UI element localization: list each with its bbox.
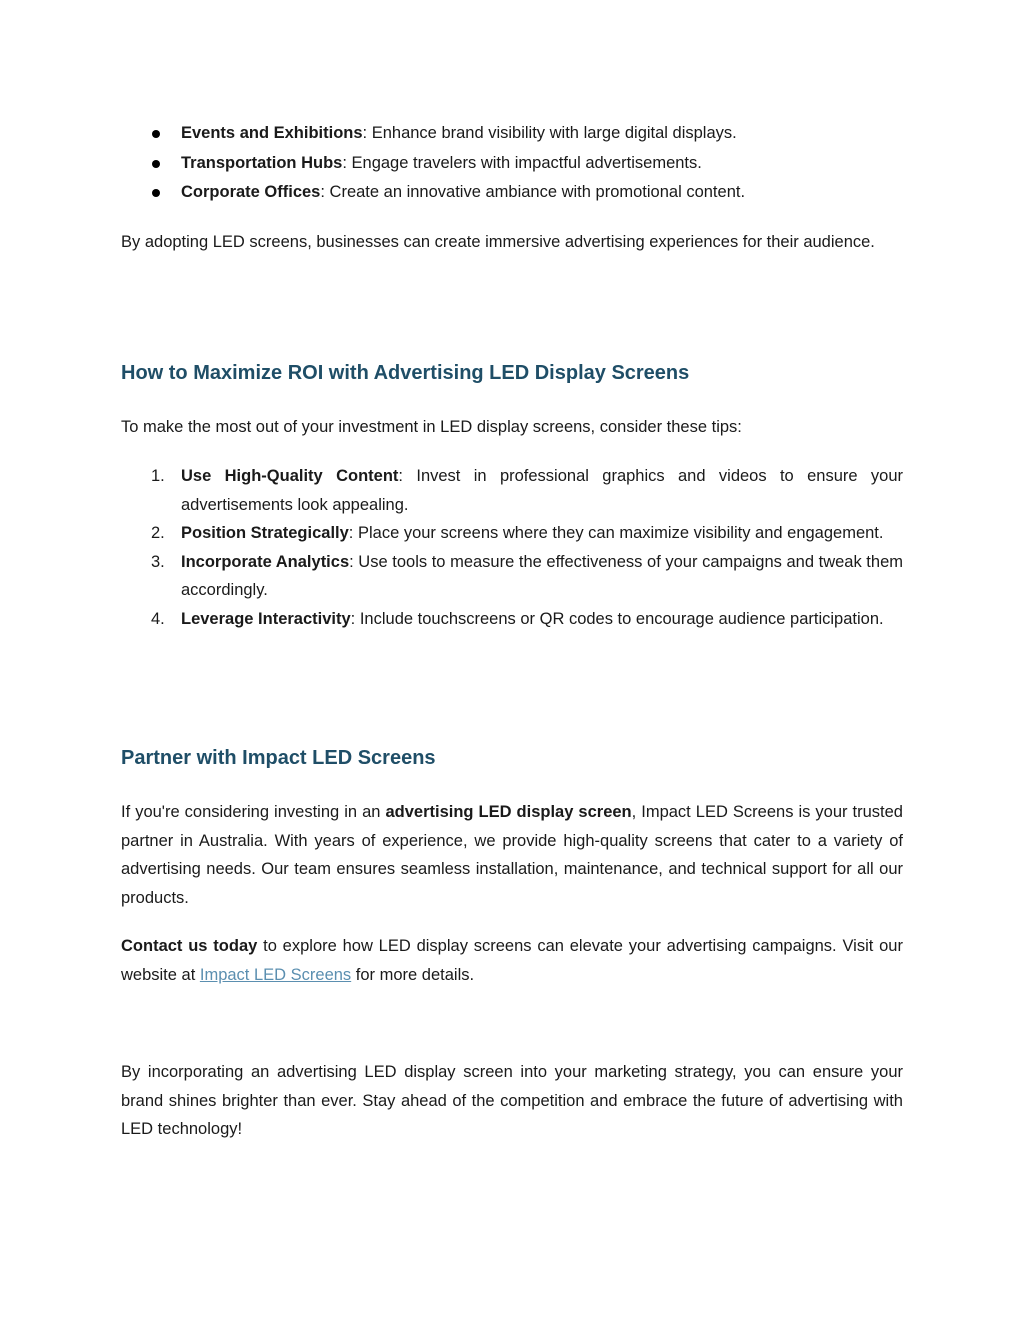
contact-paragraph bbox=[121, 932, 903, 989]
tip-text: : Place your screens where they can maximize visibility and engagement. bbox=[348, 524, 884, 542]
partner-text-post: , Impact LED Screens is your trusted partner in Australia. With years of experience, we provide high-quality screens that cater to a variety of advertising needs. Our team ensures seamless installation, maintenance, and technical support for all our products. bbox=[121, 803, 903, 907]
tip-term: Position Strategically bbox=[181, 524, 349, 542]
bullet-term: Corporate Offices bbox=[181, 183, 321, 201]
list-item bbox=[121, 519, 903, 548]
contact-text-mid: to explore how LED display screens can elevate your advertising campaigns. Visit our website at bbox=[121, 937, 903, 984]
tip-text: : Invest in professional graphics and videos to ensure your advertisements look appealing. bbox=[181, 467, 904, 514]
list-item bbox=[121, 119, 903, 149]
tip-text: : Include touchscreens or QR codes to encourage audience participation. bbox=[350, 609, 884, 628]
partner-text-bold: advertising LED display screen bbox=[385, 803, 632, 821]
tip-term: Use High-Quality Content bbox=[181, 467, 399, 485]
bullet-term: Events and Exhibitions bbox=[181, 124, 363, 142]
tips-numbered-list bbox=[121, 462, 903, 633]
roi-heading: How to Maximize ROI with Advertising LED Display Screens bbox=[121, 362, 690, 384]
list-item bbox=[121, 462, 903, 519]
contact-text-post: for more details. bbox=[351, 965, 475, 984]
contact-text-bold: Contact us today bbox=[121, 937, 258, 955]
bullet-text: : Engage travelers with impactful advertisements. bbox=[342, 153, 702, 172]
list-item bbox=[121, 149, 903, 179]
list-number: 4. bbox=[151, 609, 165, 628]
bullet-icon bbox=[152, 130, 160, 138]
list-number: 2. bbox=[151, 524, 165, 542]
bullet-text: : Enhance brand visibility with large digital displays. bbox=[362, 124, 737, 142]
list-number: 3. bbox=[151, 552, 165, 571]
tip-term: Leverage Interactivity bbox=[181, 609, 351, 628]
partner-text-pre: If you're considering investing in an bbox=[121, 803, 386, 821]
venue-bullet-list bbox=[121, 119, 903, 208]
adoption-paragraph: By adopting LED screens, businesses can create immersive advertising experiences for their audience. bbox=[121, 233, 875, 251]
bullet-icon bbox=[152, 189, 160, 197]
list-item bbox=[121, 548, 903, 605]
closing-paragraph: By incorporating an advertising LED display screen into your marketing strategy, you can ensure your brand shines brighter than ever. Stay ahead of the competition and embrace the future of advertising with LED technology! bbox=[121, 1063, 903, 1138]
partner-paragraph bbox=[121, 798, 903, 912]
impact-led-screens-link[interactable]: Impact LED Screens bbox=[199, 965, 352, 984]
bullet-text: : Create an innovative ambiance with promotional content. bbox=[320, 183, 746, 201]
tip-term: Incorporate Analytics bbox=[181, 552, 350, 571]
bullet-term: Transportation Hubs bbox=[181, 153, 343, 172]
list-number: 1. bbox=[151, 467, 165, 485]
tip-text: : Use tools to measure the effectiveness of your campaigns and tweak them accordingly. bbox=[181, 552, 903, 599]
list-item bbox=[121, 605, 903, 634]
bullet-icon bbox=[152, 160, 160, 168]
partner-heading: Partner with Impact LED Screens bbox=[121, 747, 436, 769]
list-item bbox=[121, 178, 903, 208]
roi-intro-paragraph: To make the most out of your investment in LED display screens, consider these tips: bbox=[121, 418, 742, 436]
